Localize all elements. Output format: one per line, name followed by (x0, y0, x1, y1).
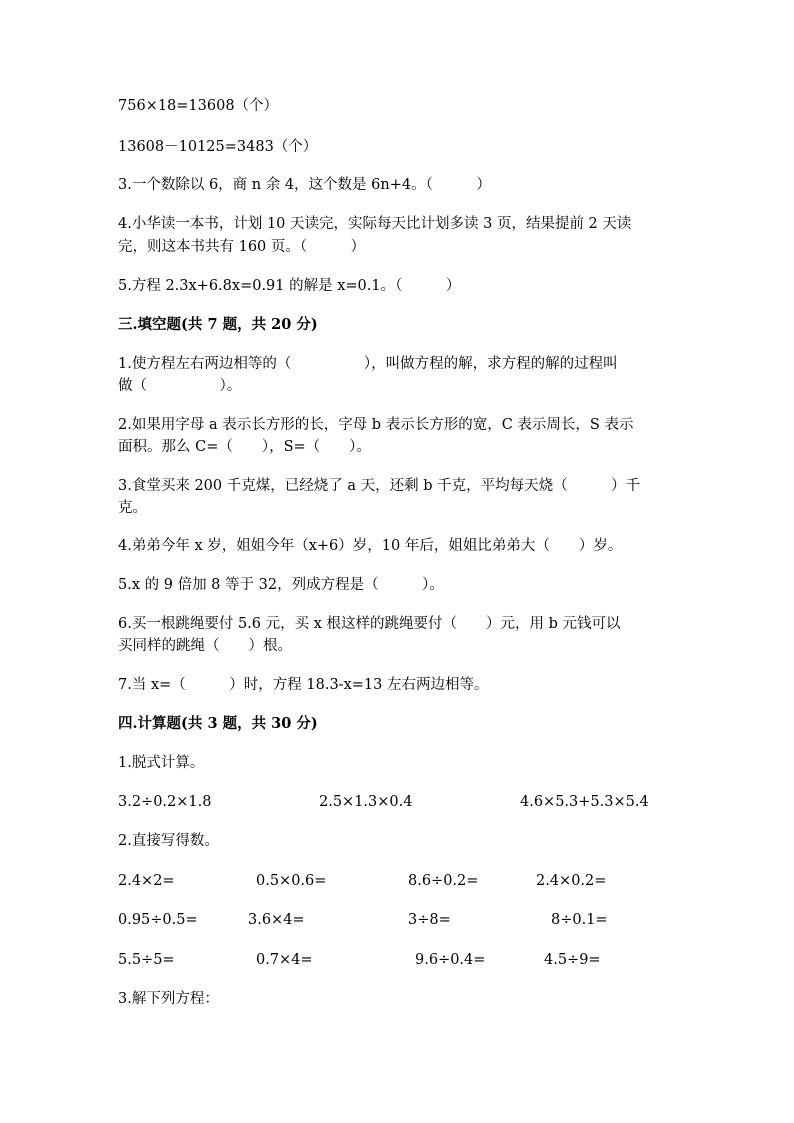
fill-question-6-line-2: 买同样的跳绳（ ）根。 (118, 638, 292, 654)
calc2-cell: 2.4×2= (118, 873, 175, 889)
section-heading-calculation: 四.计算题(共 3 题，共 30 分) (118, 715, 318, 732)
fill-question-4: 4.弟弟今年 x 岁，姐姐今年（x+6）岁，10 年后，姐姐比弟弟大（ ）岁。 (118, 538, 623, 554)
calc1-expression-2: 2.5×1.3×0.4 (319, 794, 413, 810)
judge-question-3: 3.一个数除以 6，商 n 余 4，这个数是 6n+4。（ ） (118, 177, 491, 193)
answer-line-1: 756×18=13608（个） (118, 98, 279, 114)
section-heading-fill-in: 三.填空题(共 7 题，共 20 分) (118, 316, 318, 333)
calc2-cell: 4.5÷9= (544, 952, 601, 968)
calc2-cell: 2.4×0.2= (536, 873, 607, 889)
fill-question-3-line-1: 3.食堂买来 200 千克煤，已经烧了 a 天，还剩 b 千克，平均每天烧（ ）千 (118, 478, 641, 494)
calc1-expression-3: 4.6×5.3+5.3×5.4 (520, 794, 649, 810)
fill-question-5: 5.x 的 9 倍加 8 等于 32，列成方程是（ ）。 (118, 577, 444, 593)
calc1-expression-1: 3.2÷0.2×1.8 (118, 794, 212, 810)
calc2-cell: 3.6×4= (248, 912, 305, 928)
calc2-cell: 0.95÷0.5= (118, 912, 198, 928)
calc2-cell: 8.6÷0.2= (408, 873, 479, 889)
fill-question-3-line-2: 克。 (118, 500, 147, 516)
calc2-cell: 5.5÷5= (118, 952, 175, 968)
fill-question-2-line-2: 面积。那么 C=（ ），S=（ ）。 (118, 439, 371, 455)
calc2-cell: 9.6÷0.4= (415, 952, 486, 968)
calc2-cell: 3÷8= (408, 912, 451, 928)
calc2-cell: 0.5×0.6= (256, 873, 327, 889)
calc2-cell: 8÷0.1= (551, 912, 608, 928)
calc-question-2: 2.直接写得数。 (118, 833, 219, 849)
fill-question-1-line-1: 1.使方程左右两边相等的（ ），叫做方程的解，求方程的解的过程叫 (118, 356, 618, 372)
fill-question-7: 7.当 x=（ ）时，方程 18.3-x=13 左右两边相等。 (118, 677, 489, 693)
fill-question-2-line-1: 2.如果用字母 a 表示长方形的长，字母 b 表示长方形的宽，C 表示周长，S 表示 (118, 417, 634, 433)
calc-question-3: 3.解下列方程： (118, 991, 219, 1007)
judge-question-5: 5.方程 2.3x+6.8x=0.91 的解是 x=0.1。（ ） (118, 278, 461, 294)
fill-question-1-line-2: 做（ ）。 (118, 378, 242, 394)
judge-question-4-line-1: 4.小华读一本书，计划 10 天读完，实际每天比计划多读 3 页，结果提前 2 天读 (118, 216, 632, 232)
answer-line-2: 13608－10125=3483（个） (118, 139, 318, 155)
fill-question-6-line-1: 6.买一根跳绳要付 5.6 元，买 x 根这样的跳绳要付（ ）元，用 b 元钱可以 (118, 616, 621, 632)
judge-question-4-line-2: 完，则这本书共有 160 页。（ ） (118, 239, 366, 255)
calc-question-1: 1.脱式计算。 (118, 755, 205, 771)
calc2-cell: 0.7×4= (256, 952, 313, 968)
